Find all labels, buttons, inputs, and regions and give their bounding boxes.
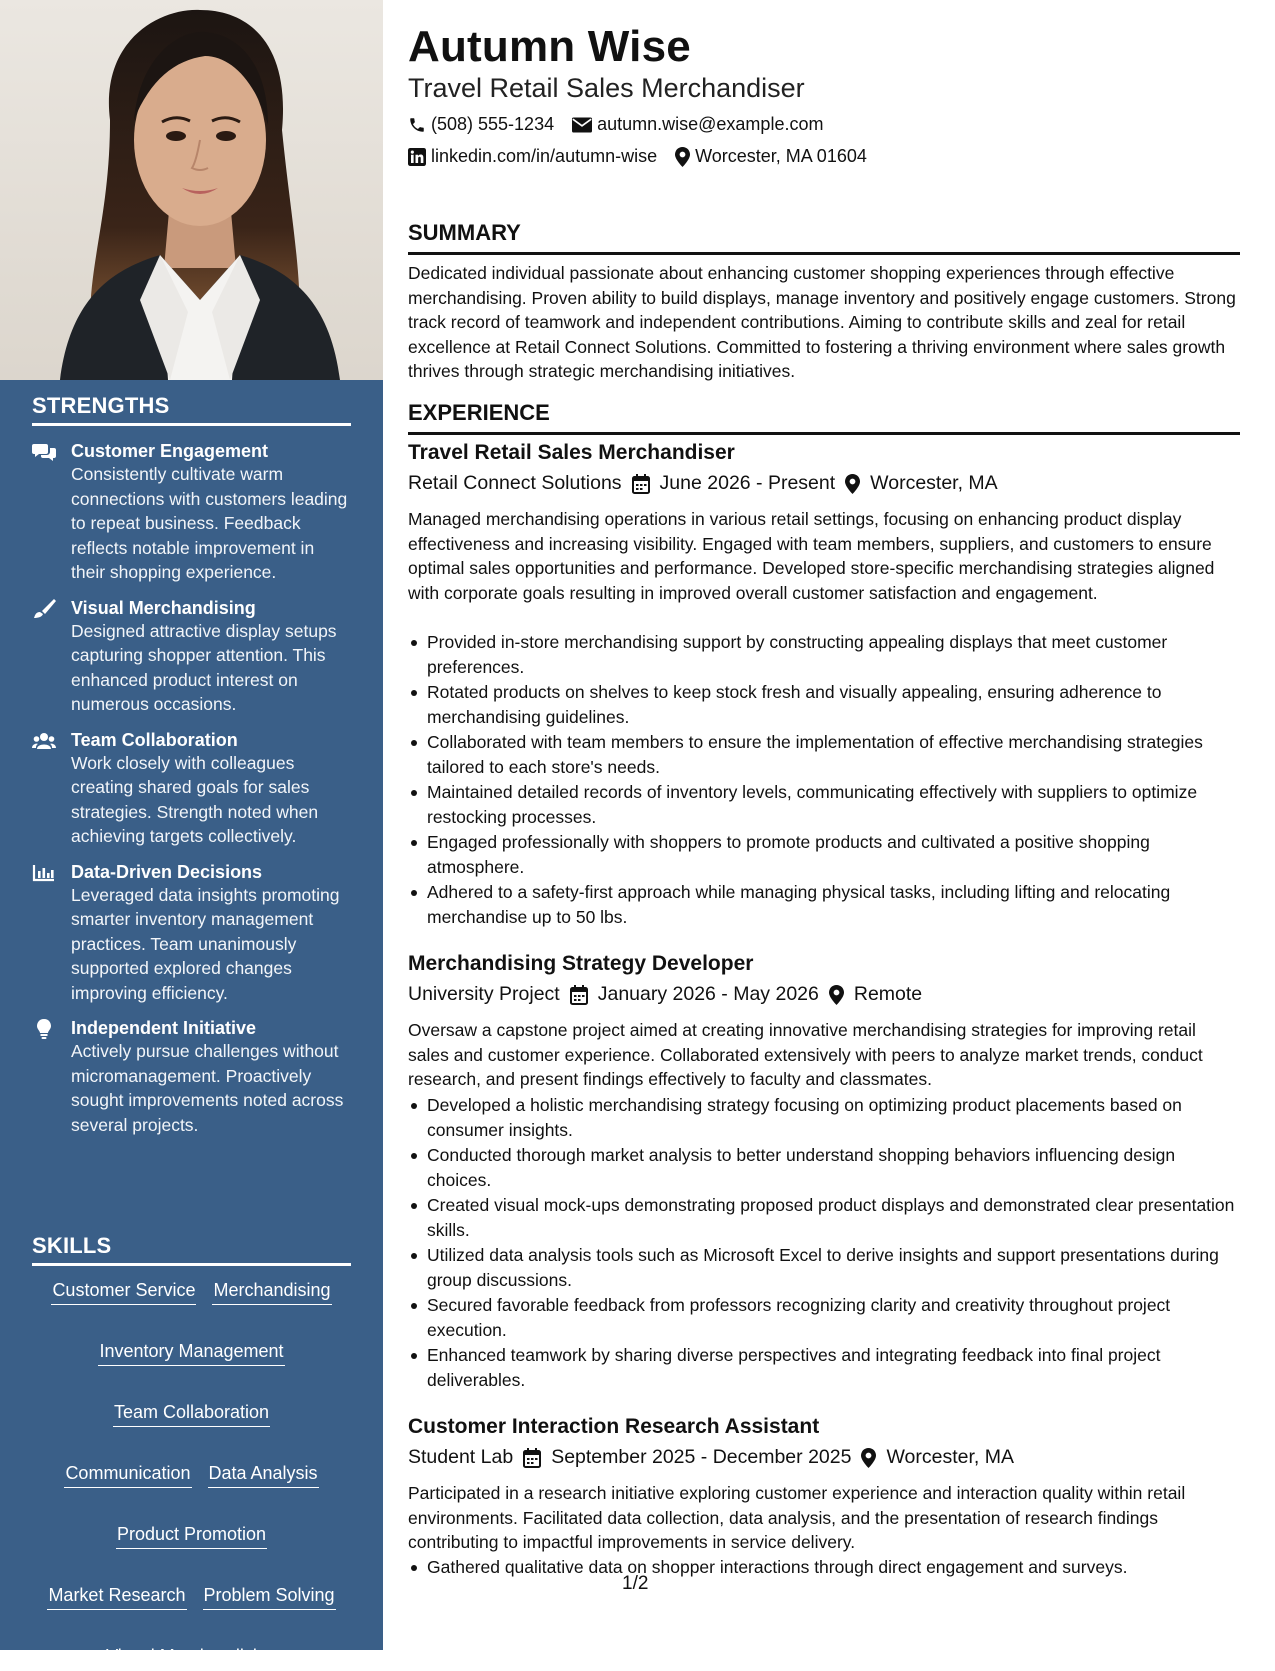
- job-bullet: Secured favorable feedback from professors recognizing clarity and creativity throughout project execution.: [408, 1293, 1240, 1342]
- candidate-name: Autumn Wise: [408, 22, 691, 71]
- job-bullet: Utilized data analysis tools such as Microsoft Excel to derive insights and support presentations during group discussions.: [408, 1243, 1240, 1292]
- paintbrush-icon: [32, 599, 56, 619]
- job-bullet: Provided in-store merchandising support by constructing appealing displays that meet customer preferences.: [408, 630, 1240, 679]
- job-bullet: Created visual mock-ups demonstrating proposed product displays and demonstrated clear presentation skills.: [408, 1193, 1240, 1242]
- job-title: Merchandising Strategy Developer: [408, 952, 754, 975]
- job-meta: [408, 1446, 1014, 1469]
- strength-title: Independent Initiative: [71, 1018, 257, 1038]
- page-number: 1/2: [622, 1573, 649, 1594]
- job-description: Oversaw a capstone project aimed at creating innovative merchandising strategies for improving retail sales and customer experience. Collaborated extensively with peers to analyze market trends, conduct research, and present findings effectively to faculty and classmates.: [408, 1020, 1203, 1089]
- summary-text: Dedicated individual passionate about enhancing customer shopping experiences through effective merchandising. Proven ability to build displays, manage inventory and positively engage customers. Strong track record of teamwork and independent contributions. Aiming to contribute skills and zeal for retail excellence at Retail Connect Solutions. Committed to fostering a thriving environment where sales growth thrives through strategic merchandising initiatives.: [408, 263, 1236, 381]
- job-bullet: Developed a holistic merchandising strategy focusing on optimizing product placements based on consumer insights.: [408, 1093, 1240, 1142]
- contact-row: [408, 146, 867, 167]
- job-dates: June 2026 - Present: [659, 472, 836, 494]
- lightbulb-icon: [32, 1019, 56, 1039]
- calendar-icon: [570, 985, 588, 1005]
- job-meta: [408, 472, 998, 495]
- map-pin-icon: [861, 1448, 876, 1468]
- phone-contact[interactable]: [408, 114, 554, 135]
- job-dates: September 2025 - December 2025: [551, 1446, 852, 1468]
- job-bullets: [408, 630, 1240, 930]
- job-meta: [408, 983, 922, 1006]
- calendar-icon: [523, 1448, 541, 1468]
- strength-title: Data-Driven Decisions: [71, 861, 263, 882]
- comments-icon: [32, 442, 56, 462]
- job-dates: January 2026 - May 2026: [597, 983, 819, 1005]
- job-bullet: Engaged professionally with shoppers to promote products and cultivated a positive shopping atmosphere.: [408, 830, 1240, 879]
- skills-list: [32, 1278, 351, 1671]
- experience-heading: EXPERIENCE: [408, 400, 1240, 435]
- job-company: Student Lab: [408, 1446, 514, 1468]
- linkedin-icon: [408, 148, 426, 166]
- skill-tag: Product Promotion: [116, 1522, 267, 1549]
- skill-tag: Market Research: [47, 1583, 186, 1610]
- job-bullet: Enhanced teamwork by sharing diverse perspectives and integrating feedback into final project deliverables.: [408, 1343, 1240, 1392]
- map-pin-icon: [829, 985, 844, 1005]
- phone-icon: [408, 116, 426, 134]
- job-title: Customer Interaction Research Assistant: [408, 1415, 820, 1438]
- strength-item: [32, 861, 351, 1006]
- candidate-title: Travel Retail Sales Merchandiser: [408, 73, 805, 103]
- strength-description: Work closely with colleagues creating shared goals for sales strategies. Strength noted when achieving targets collectively.: [71, 752, 319, 846]
- linkedin-contact[interactable]: [408, 146, 657, 167]
- strength-item: [32, 597, 351, 717]
- skill-tag: Merchandising: [212, 1278, 331, 1305]
- job-bullet: Rotated products on shelves to keep stock fresh and visually appealing, ensuring adherence to merchandising guidelines.: [408, 680, 1240, 729]
- strength-item: [32, 1017, 351, 1137]
- strength-description: Actively pursue challenges without micromanagement. Proactively sought improvements noted across several projects.: [71, 1041, 344, 1135]
- job-bullet: Maintained detailed records of inventory levels, communicating effectively with suppliers to optimize restocking processes.: [408, 780, 1240, 829]
- users-icon: [32, 731, 56, 751]
- job-bullets: [408, 1093, 1240, 1393]
- summary-heading: SUMMARY: [408, 220, 1240, 255]
- strength-item: [32, 440, 351, 585]
- map-pin-icon: [675, 147, 690, 167]
- strength-description: Designed attractive display setups capturing shopper attention. This enhanced product interest on numerous occasions.: [71, 620, 337, 714]
- location-text: Worcester, MA 01604: [695, 146, 867, 166]
- skill-tag: Problem Solving: [203, 1583, 336, 1610]
- job-bullets: [408, 1555, 1240, 1581]
- bar-chart-icon: [32, 863, 56, 883]
- email-address: autumn.wise@example.com: [597, 114, 824, 134]
- job-location: Worcester, MA: [886, 1446, 1014, 1468]
- job-company: University Project: [408, 983, 560, 1005]
- skill-tag: Data Analysis: [208, 1461, 319, 1488]
- email-contact[interactable]: [572, 114, 823, 135]
- strength-description: Consistently cultivate warm connections with customers leading to repeat business. Feedback reflects notable improvement in their shopping experience.: [71, 464, 348, 582]
- job-company: Retail Connect Solutions: [408, 472, 622, 494]
- skills-section: [32, 1233, 351, 1671]
- skill-tag: Visual Merchandising: [105, 1644, 278, 1671]
- job-description: Managed merchandising operations in various retail settings, focusing on enhancing product display effectiveness and increasing visibility. Engaged with team members, suppliers, and customers to ensure optimal sales opportunities and performance. Developed store-specific merchandising strategies aligned with corporate goals resulting in improved overall customer satisfaction and engagement.: [408, 509, 1215, 603]
- job-bullet: Gathered qualitative data on shopper interactions through direct engagement and surveys.: [408, 1555, 1240, 1580]
- map-pin-icon: [845, 474, 860, 494]
- location-contact: [675, 146, 867, 167]
- strengths-heading: STRENGTHS: [32, 393, 351, 426]
- job-location: Remote: [853, 983, 923, 1005]
- strength-title: Visual Merchandising: [71, 597, 256, 618]
- job-bullet: Conducted thorough market analysis to better understand shopping behaviors influencing design choices.: [408, 1143, 1240, 1192]
- job-description: Participated in a research initiative exploring customer experience and interaction quality within retail environments. Facilitated data collection, data analysis, and the presentation of research findings contributing to impactful improvements in service delivery.: [408, 1483, 1186, 1552]
- skill-tag: Customer Service: [51, 1278, 196, 1305]
- skill-tag: Communication: [64, 1461, 191, 1488]
- skill-tag: Team Collaboration: [113, 1400, 270, 1427]
- skill-tag: Inventory Management: [98, 1339, 284, 1366]
- strengths-section: [32, 393, 351, 1137]
- strength-description: Leveraged data insights promoting smarter inventory management practices. Team unanimously supported explored changes improving efficiency.: [71, 884, 340, 1003]
- job-bullet: Adhered to a safety-first approach while managing physical tasks, including lifting and relocating merchandise up to 50 lbs.: [408, 880, 1240, 929]
- profile-photo: [0, 0, 383, 380]
- envelope-icon: [572, 117, 592, 133]
- calendar-icon: [632, 474, 650, 494]
- strength-item: [32, 729, 351, 849]
- job-title: Travel Retail Sales Merchandiser: [408, 441, 735, 464]
- skills-heading: SKILLS: [32, 1233, 351, 1266]
- strength-title: Customer Engagement: [71, 441, 269, 461]
- strength-title: Team Collaboration: [71, 729, 238, 750]
- contact-row: [408, 114, 823, 135]
- phone-number: (508) 555-1234: [431, 114, 555, 134]
- linkedin-url: linkedin.com/in/autumn-wise: [431, 146, 658, 166]
- job-location: Worcester, MA: [870, 472, 998, 494]
- job-bullet: Collaborated with team members to ensure the implementation of effective merchandising strategies tailored to each store's needs.: [408, 730, 1240, 779]
- sidebar: [0, 0, 383, 1666]
